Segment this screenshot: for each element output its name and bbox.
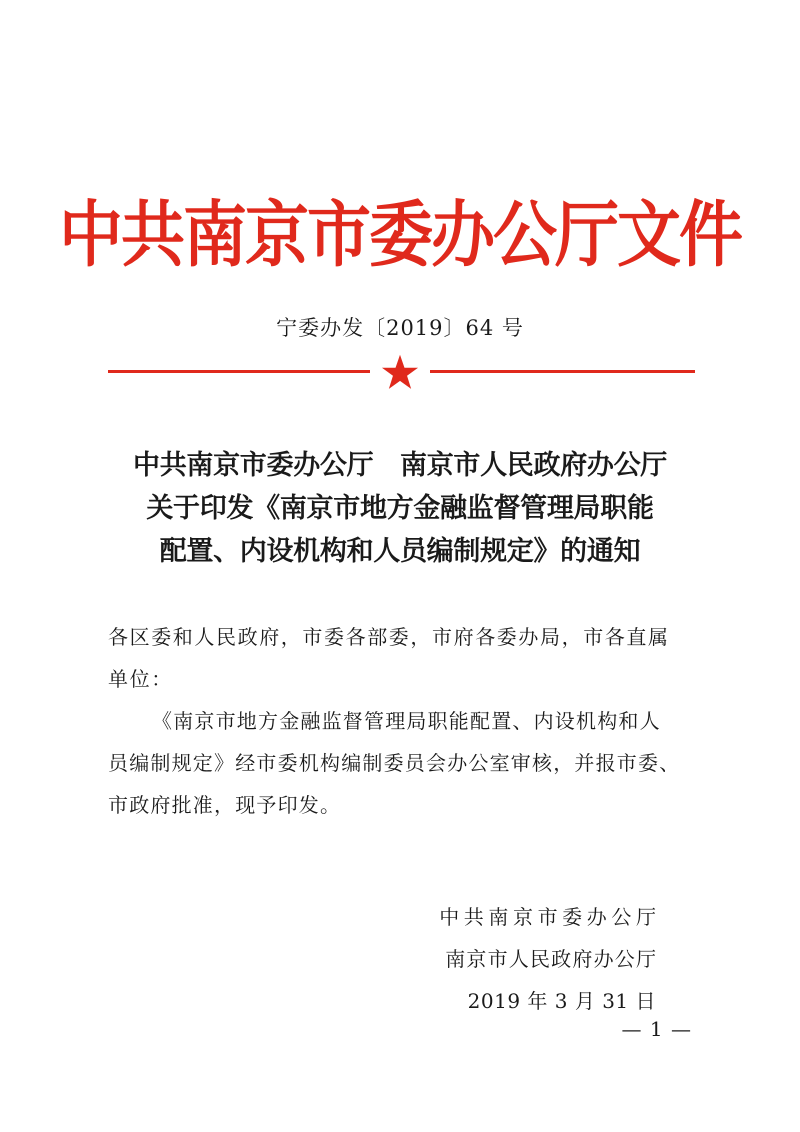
- body-line-2: 员编制规定》经市委机构编制委员会办公室审核，并报市委、: [108, 751, 681, 775]
- notice-title-line-2: 关于印发《南京市地方金融监督管理局职能: [146, 493, 654, 524]
- body-paragraph: [108, 700, 700, 826]
- red-header-title: 中共南京市委办公厅文件: [59, 194, 741, 278]
- signature-org-2: 南京市人民政府办公厅: [445, 947, 658, 971]
- page-number: — 1 —: [621, 1017, 692, 1041]
- signature-org-1: 中共南京市委办公厅: [439, 905, 661, 929]
- notice-title-line-3: 配置、内设机构和人员编制规定》的通知: [159, 536, 641, 567]
- signature-block: [300, 896, 661, 1022]
- signature-date: 2019 年 3 月 31 日: [467, 989, 656, 1013]
- document-number: 宁委办发〔2019〕64 号: [276, 316, 524, 340]
- body-line-3: 市政府批准，现予印发。: [108, 793, 342, 817]
- notice-title: [0, 444, 800, 573]
- body-line-1: 《南京市地方金融监督管理局职能配置、内设机构和人: [152, 709, 661, 733]
- notice-title-line-1: 中共南京市委办公厅 南京市人民政府办公厅: [133, 450, 667, 481]
- addressee-line-1: 各区委和人民政府，市委各部委，市府各委办局，市各直属: [108, 625, 670, 649]
- addressee: [108, 616, 698, 700]
- red-divider-left: [108, 370, 370, 373]
- red-divider-right: [430, 370, 695, 373]
- red-star-icon: [381, 354, 419, 390]
- addressee-line-2: 单位：: [108, 667, 173, 691]
